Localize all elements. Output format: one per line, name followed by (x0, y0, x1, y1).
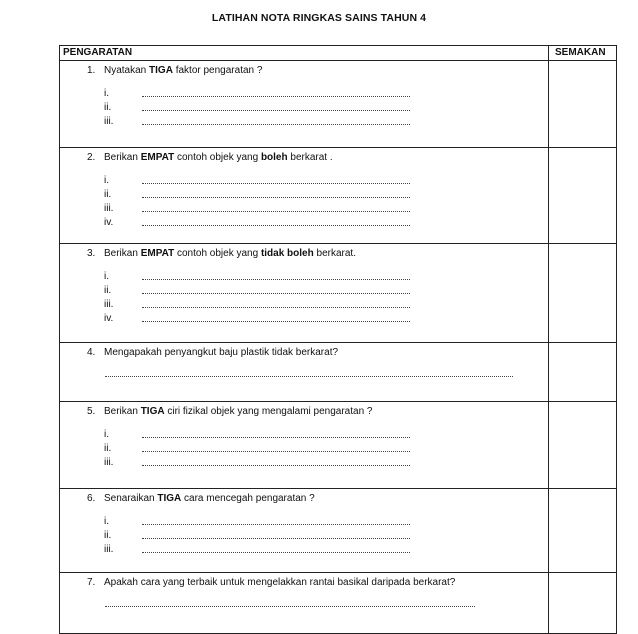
dotted-answer-line (142, 538, 410, 539)
answer-line[interactable] (60, 456, 548, 470)
answer-numeral: i. (104, 88, 109, 99)
answer-line[interactable] (60, 101, 548, 115)
dotted-answer-line (142, 321, 410, 322)
question-fragment: Mengapakah penyangkut baju plastik tidak berkarat? (104, 347, 339, 358)
dotted-answer-line (142, 124, 410, 125)
question-fragment: Apakah cara yang terbaik untuk mengelakkan rantai basikal daripada berkarat? (104, 577, 456, 588)
answer-line[interactable] (60, 87, 548, 101)
question-row (60, 573, 617, 634)
question-number: 5. (87, 406, 96, 417)
question-number: 1. (87, 65, 96, 76)
question-cell (60, 61, 549, 148)
answer-line[interactable] (60, 312, 548, 326)
worksheet-table (59, 45, 617, 634)
question-cell (60, 148, 549, 244)
dotted-answer-line (105, 376, 513, 377)
question-row (60, 343, 617, 402)
question-row (60, 61, 617, 148)
answer-numeral: iii. (104, 203, 114, 214)
dotted-answer-line (142, 110, 410, 111)
question-fragment: Berikan (104, 248, 141, 259)
semakan-cell[interactable] (549, 343, 617, 402)
question-cell (60, 573, 549, 634)
answer-numeral: ii. (104, 530, 112, 541)
question-fragment: Berikan (104, 406, 141, 417)
answer-numeral: iii. (104, 544, 114, 555)
question-cell (60, 244, 549, 343)
dotted-answer-line (142, 197, 410, 198)
question-number: 4. (87, 347, 96, 358)
answer-line[interactable] (60, 115, 548, 129)
dotted-answer-line (142, 183, 410, 184)
question-emphasis: EMPAT (140, 152, 175, 163)
question-number: 7. (87, 577, 96, 588)
semakan-cell[interactable] (549, 148, 617, 244)
dotted-answer-line (142, 225, 410, 226)
answer-line[interactable] (60, 365, 548, 379)
dotted-answer-line (142, 293, 410, 294)
dotted-answer-line (142, 451, 410, 452)
question-text (60, 573, 548, 589)
question-fragment: contoh objek yang (174, 152, 261, 163)
answer-numeral: i. (104, 429, 109, 440)
semakan-cell[interactable] (549, 244, 617, 343)
question-text (60, 148, 548, 164)
question-emphasis: EMPAT (140, 248, 175, 259)
semakan-cell[interactable] (549, 402, 617, 489)
answer-line[interactable] (60, 442, 548, 456)
answer-numeral: iii. (104, 457, 114, 468)
dotted-answer-line (142, 307, 410, 308)
answer-line[interactable] (60, 529, 548, 543)
dotted-answer-line (105, 606, 475, 607)
answer-line[interactable] (60, 284, 548, 298)
question-cell (60, 343, 549, 402)
question-emphasis: TIGA (140, 406, 165, 417)
dotted-answer-line (142, 437, 410, 438)
dotted-answer-line (142, 211, 410, 212)
question-row (60, 402, 617, 489)
dotted-answer-line (142, 96, 410, 97)
answer-line[interactable] (60, 174, 548, 188)
dotted-answer-line (142, 552, 410, 553)
dotted-answer-line (142, 465, 410, 466)
question-row (60, 489, 617, 573)
question-text (60, 402, 548, 418)
semakan-cell[interactable] (549, 489, 617, 573)
question-emphasis: TIGA (149, 65, 173, 76)
answer-numeral: i. (104, 175, 109, 186)
answer-numeral: iv. (104, 217, 114, 228)
dotted-answer-line (142, 524, 410, 525)
question-cell (60, 402, 549, 489)
answer-numeral: ii. (104, 102, 112, 113)
question-text (60, 244, 548, 260)
dotted-answer-line (142, 279, 410, 280)
question-cell (60, 489, 549, 573)
answer-numeral: iii. (104, 299, 114, 310)
question-text (60, 343, 548, 359)
question-fragment: Berikan (104, 152, 141, 163)
question-row (60, 244, 617, 343)
question-fragment: faktor pengaratan ? (172, 65, 263, 76)
semakan-cell[interactable] (549, 573, 617, 634)
question-fragment: cara mencegah pengaratan ? (181, 493, 315, 504)
question-emphasis: boleh (260, 152, 288, 163)
header-semakan: SEMAKAN (549, 46, 617, 61)
question-fragment: ciri fizikal objek yang mengalami pengaratan ? (164, 406, 373, 417)
question-number: 3. (87, 248, 96, 259)
answer-numeral: ii. (104, 443, 112, 454)
answer-line[interactable] (60, 595, 548, 609)
question-fragment: berkarat . (287, 152, 333, 163)
answer-numeral: ii. (104, 285, 112, 296)
question-number: 2. (87, 152, 96, 163)
answer-line[interactable] (60, 202, 548, 216)
answer-line[interactable] (60, 298, 548, 312)
answer-line[interactable] (60, 188, 548, 202)
answer-numeral: i. (104, 516, 109, 527)
question-fragment: contoh objek yang (174, 248, 261, 259)
question-fragment: berkarat. (313, 248, 356, 259)
page-title: LATIHAN NOTA RINGKAS SAINS TAHUN 4 (211, 12, 427, 24)
answer-line[interactable] (60, 543, 548, 557)
question-emphasis: tidak boleh (260, 248, 314, 259)
question-emphasis: TIGA (157, 493, 182, 504)
semakan-cell[interactable] (549, 61, 617, 148)
question-fragment: Nyatakan (104, 65, 150, 76)
answer-numeral: i. (104, 271, 109, 282)
question-row (60, 148, 617, 244)
answer-line[interactable] (60, 270, 548, 284)
header-pengaratan: PENGARATAN (60, 46, 549, 61)
question-text (60, 61, 548, 77)
answer-line[interactable] (60, 515, 548, 529)
question-text (60, 489, 548, 505)
answer-numeral: iii. (104, 116, 114, 127)
answer-numeral: ii. (104, 189, 112, 200)
answer-numeral: iv. (104, 313, 114, 324)
answer-line[interactable] (60, 428, 548, 442)
answer-line[interactable] (60, 216, 548, 230)
question-number: 6. (87, 493, 96, 504)
question-fragment: Senaraikan (104, 493, 158, 504)
